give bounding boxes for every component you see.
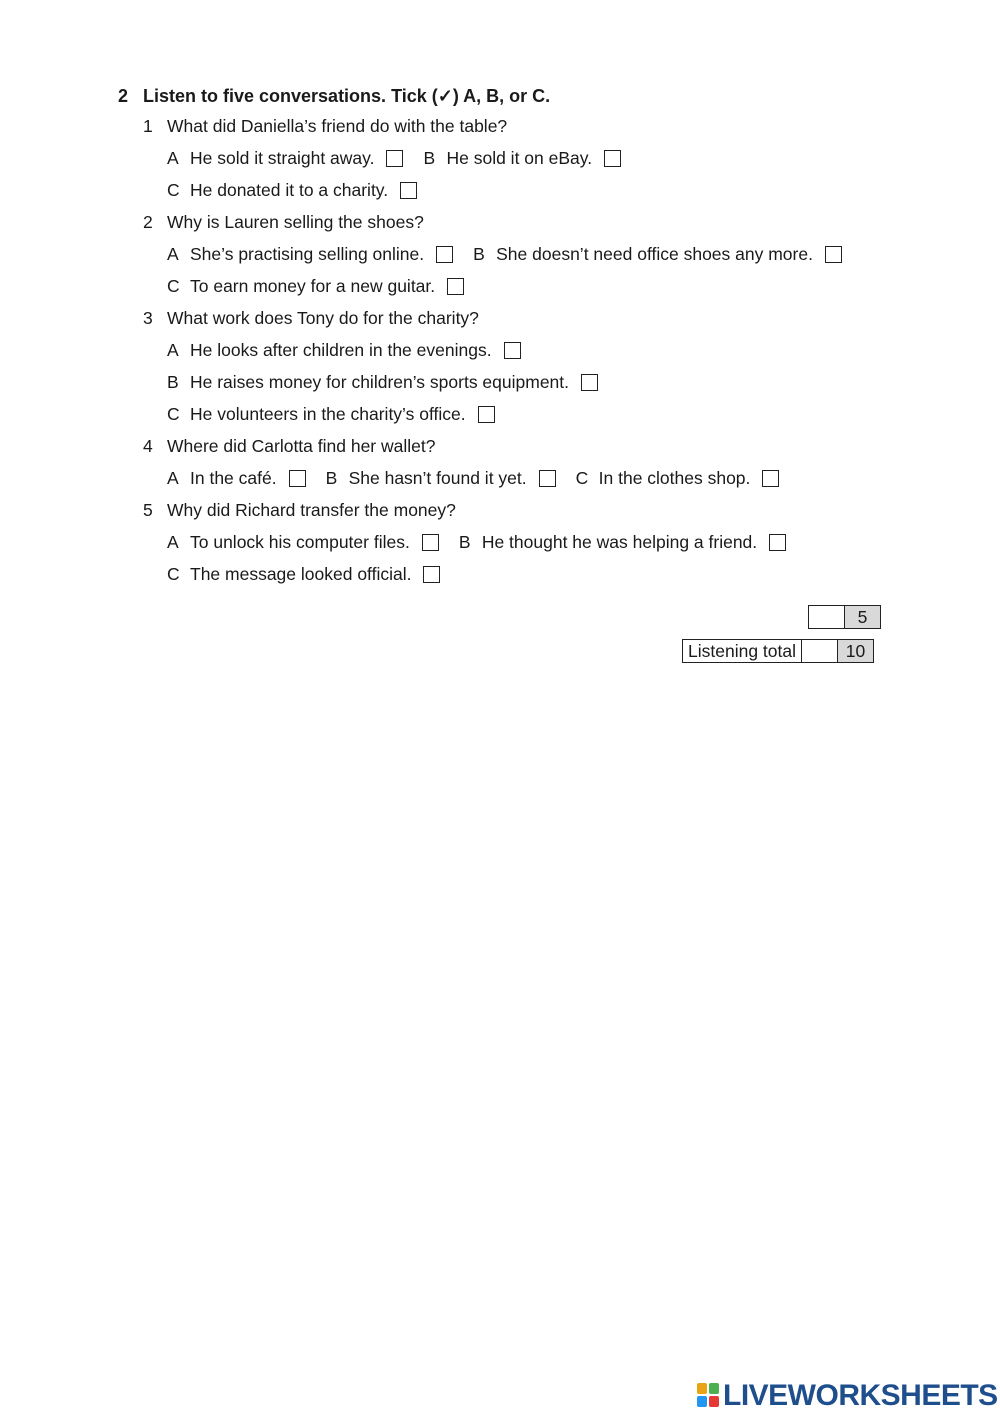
tick-box-q4-b[interactable] — [539, 470, 556, 487]
options-row — [167, 563, 440, 585]
option-letter: B — [473, 244, 485, 264]
option-text: To unlock his computer files. — [190, 532, 410, 552]
tick-box-q3-c[interactable] — [478, 406, 495, 423]
option-letter: A — [167, 340, 179, 360]
question-text: What work does Tony do for the charity? — [167, 308, 479, 328]
question-text: Why is Lauren selling the shoes? — [167, 212, 424, 232]
option-text: She’s practising selling online. — [190, 244, 425, 264]
option-letter: C — [575, 468, 589, 488]
options-row — [167, 339, 521, 361]
question-text: Why did Richard transfer the money? — [167, 500, 456, 520]
listening-total-label: Listening total — [683, 640, 802, 663]
tick-box-q1-b[interactable] — [604, 150, 621, 167]
option-letter: B — [458, 532, 471, 552]
tick-box-q4-c[interactable] — [762, 470, 779, 487]
option-text: In the clothes shop. — [598, 468, 751, 488]
tick-box-q5-b[interactable] — [769, 534, 786, 551]
options-row — [167, 403, 495, 425]
section-score-max: 5 — [845, 606, 881, 629]
option-text: He thought he was helping a friend. — [481, 532, 758, 552]
section-instruction: Listen to five conversations. Tick (✓) A, B, or C. — [143, 86, 551, 106]
option-text: She doesn’t need office shoes any more. — [496, 244, 813, 264]
listening-total-input[interactable] — [802, 640, 838, 663]
options-row — [167, 147, 621, 169]
question-number: 3 — [143, 308, 153, 328]
tick-box-q2-c[interactable] — [447, 278, 464, 295]
option-text: The message looked official. — [190, 564, 412, 584]
option-letter: C — [167, 276, 180, 296]
option-letter: C — [167, 564, 180, 584]
option-letter: B — [325, 468, 338, 488]
option-text: He sold it straight away. — [190, 148, 375, 168]
question-number: 5 — [143, 500, 153, 520]
question-number: 2 — [143, 212, 153, 232]
option-text: In the café. — [190, 468, 277, 488]
option-text: To earn money for a new guitar. — [190, 276, 436, 296]
tick-box-q3-b[interactable] — [581, 374, 598, 391]
option-letter: A — [167, 244, 179, 264]
section-score-box — [808, 605, 881, 629]
listening-total-box — [682, 639, 874, 663]
tick-box-q1-a[interactable] — [386, 150, 403, 167]
listening-total-max: 10 — [838, 640, 874, 663]
option-letter: A — [167, 468, 179, 488]
section-score-input[interactable] — [809, 606, 845, 629]
tick-box-q1-c[interactable] — [400, 182, 417, 199]
question-3 — [143, 307, 479, 329]
logo-text: LIVEWORKSHEETS — [723, 1379, 998, 1412]
tick-box-q3-a[interactable] — [504, 342, 521, 359]
option-letter: B — [423, 148, 436, 168]
logo-mark-icon — [697, 1383, 721, 1409]
question-number: 1 — [143, 116, 153, 136]
option-text: He raises money for children’s sports equipment. — [190, 372, 570, 392]
tick-box-q5-c[interactable] — [423, 566, 440, 583]
option-letter: B — [167, 372, 179, 392]
option-letter: A — [167, 148, 179, 168]
question-2 — [143, 211, 424, 233]
options-row — [167, 275, 464, 297]
question-1 — [143, 115, 507, 137]
question-number: 4 — [143, 436, 153, 456]
question-5 — [143, 499, 456, 521]
option-letter: C — [167, 404, 180, 424]
question-text: Where did Carlotta find her wallet? — [167, 436, 436, 456]
liveworksheets-logo — [697, 1379, 998, 1413]
options-row — [167, 371, 598, 393]
section-number: 2 — [118, 86, 129, 106]
tick-box-q5-a[interactable] — [422, 534, 439, 551]
options-row — [167, 531, 786, 553]
question-text: What did Daniella’s friend do with the table? — [167, 116, 508, 136]
option-text: He donated it to a charity. — [190, 180, 389, 200]
option-text: He volunteers in the charity’s office. — [190, 404, 466, 424]
question-4 — [143, 435, 435, 457]
options-row — [167, 179, 417, 201]
options-row — [167, 467, 779, 489]
tick-box-q4-a[interactable] — [289, 470, 306, 487]
option-text: He sold it on eBay. — [446, 148, 593, 168]
option-text: He looks after children in the evenings. — [190, 340, 492, 360]
option-letter: C — [167, 180, 180, 200]
option-letter: A — [167, 532, 179, 552]
section-heading — [118, 85, 550, 107]
option-text: She hasn’t found it yet. — [348, 468, 527, 488]
tick-box-q2-b[interactable] — [825, 246, 842, 263]
options-row — [167, 243, 842, 265]
tick-box-q2-a[interactable] — [436, 246, 453, 263]
